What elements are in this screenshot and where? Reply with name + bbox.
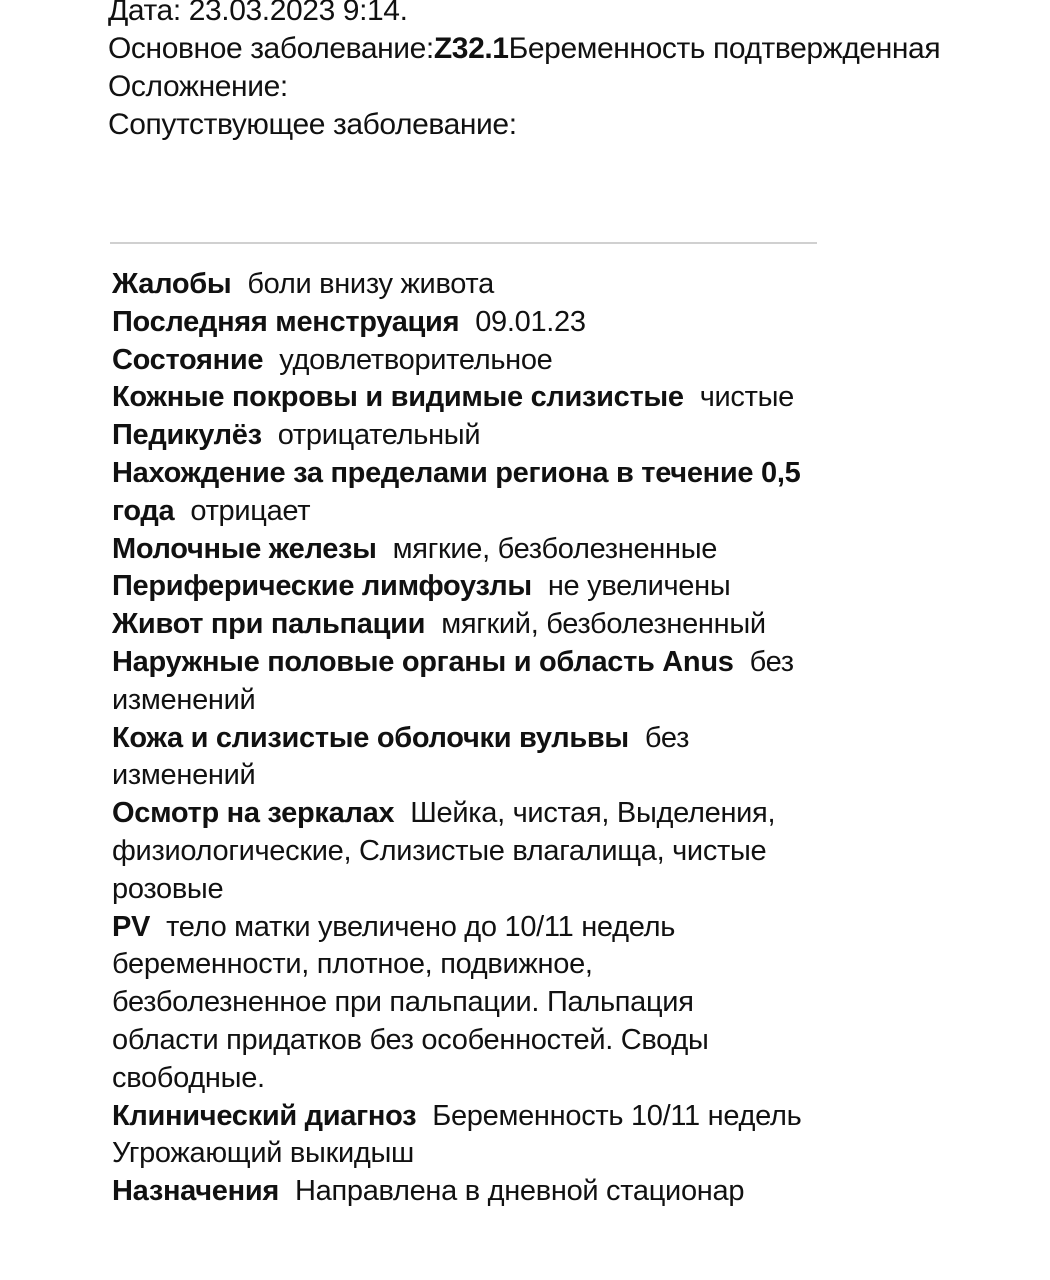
main-disease-code: Z32.1 — [433, 32, 509, 65]
comorbidity-label: Сопутствующее заболевание: — [108, 108, 517, 141]
finding-label: Жалобы — [112, 268, 232, 300]
finding-value: чистые — [699, 381, 794, 414]
finding-last-menstruation — [112, 304, 802, 342]
finding-label: PV — [112, 910, 151, 943]
finding-value: не увеличены — [547, 570, 731, 603]
examination-findings — [112, 266, 802, 1211]
finding-value: отрицает — [190, 494, 311, 527]
finding-label: Наружные половые органы и область Anus — [112, 645, 734, 678]
finding-clinical-diagnosis — [112, 1098, 802, 1174]
finding-value: отрицательный — [277, 419, 481, 452]
complication-label: Осложнение: — [108, 70, 288, 103]
finding-value: без изменений — [112, 645, 794, 716]
finding-condition — [112, 342, 802, 380]
finding-pediculosis — [112, 417, 802, 455]
finding-prescriptions — [112, 1173, 802, 1211]
finding-value: без изменений — [112, 721, 690, 792]
finding-label: Кожные покровы и видимые слизистые — [112, 381, 684, 414]
section-divider — [110, 242, 817, 244]
main-disease-line — [108, 30, 940, 68]
finding-label: Кожа и слизистые оболочки вульвы — [112, 721, 629, 754]
finding-label: Назначения — [112, 1175, 279, 1208]
finding-label: Нахождение за пределами региона в течение 0,5 года — [112, 456, 801, 527]
finding-abdomen-palpation — [112, 606, 802, 644]
finding-value: Направлена в дневной стационар — [295, 1175, 745, 1208]
finding-value: 09.01.23 — [475, 305, 586, 338]
document-header — [108, 0, 940, 144]
finding-value: тело матки увеличено до 10/11 недель беременности, плотное, подвижное, безболезненное при пальпации. Пальпация области придатков без особенностей. Своды свободные. — [112, 910, 709, 1094]
finding-value: мягкие, безболезненные — [392, 532, 718, 565]
finding-label: Педикулёз — [112, 419, 262, 452]
finding-external-genitalia — [112, 644, 802, 720]
finding-label: Последняя менструация — [112, 305, 460, 338]
finding-value: Беременность 10/11 недель Угрожающий выкидыш — [112, 1099, 802, 1170]
finding-pv — [112, 909, 802, 1098]
finding-label: Молочные железы — [112, 532, 377, 565]
finding-lymph-nodes — [112, 568, 802, 606]
finding-complaints — [112, 266, 802, 304]
finding-label: Живот при пальпации — [112, 608, 426, 641]
finding-value: удовлетворительное — [279, 343, 553, 376]
finding-travel-history — [112, 455, 802, 531]
finding-label: Состояние — [112, 343, 264, 376]
finding-vulva — [112, 720, 802, 796]
finding-value: боли внизу живота — [247, 268, 494, 300]
main-disease-label: Основное заболевание: — [108, 32, 434, 65]
main-disease-text: Беременность подтвержденная — [508, 32, 941, 65]
finding-label: Осмотр на зеркалах — [112, 797, 395, 830]
finding-label: Клинический диагноз — [112, 1099, 417, 1132]
finding-skin-mucosa — [112, 379, 802, 417]
finding-speculum-exam — [112, 795, 802, 908]
finding-value: мягкий, безболезненный — [441, 608, 766, 641]
finding-label: Периферические лимфоузлы — [112, 570, 532, 603]
date-line: Дата: 23.03.2023 9:14. — [108, 0, 408, 27]
finding-mammary-glands — [112, 531, 802, 569]
finding-value: Шейка, чистая, Выделения, физиологические, Слизистые влагалища, чистые розовые — [112, 797, 776, 905]
